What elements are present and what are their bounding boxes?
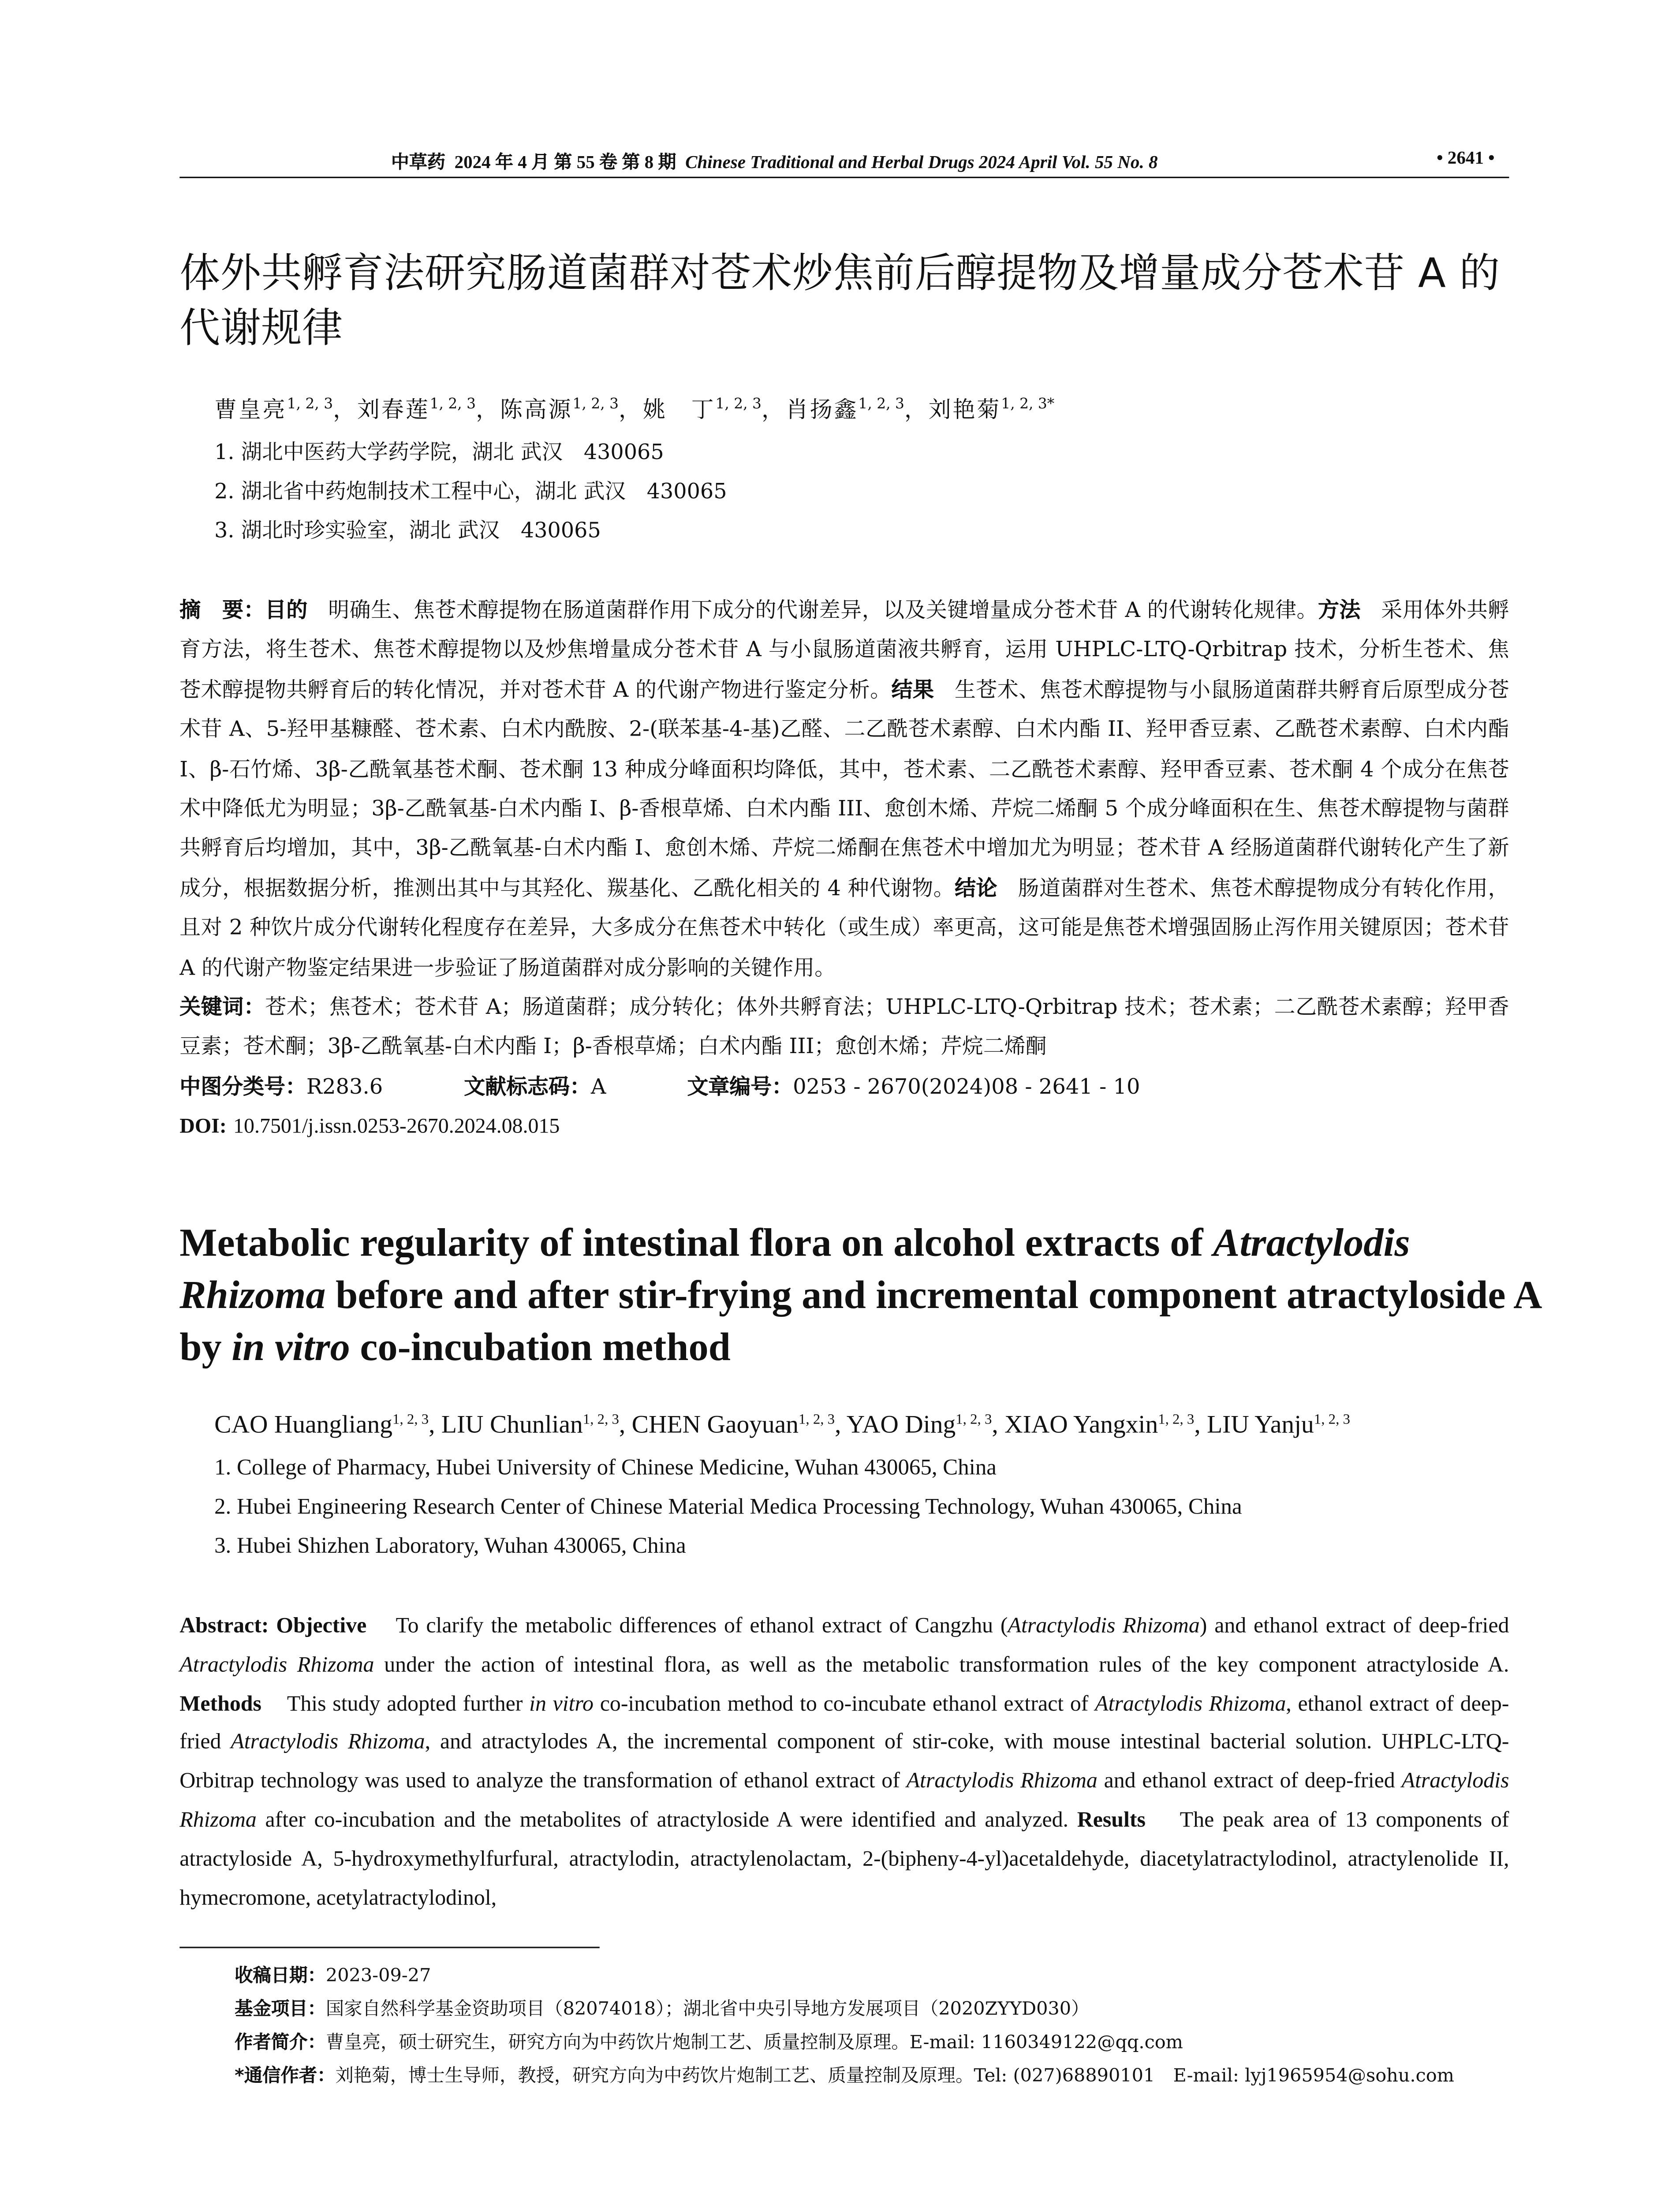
methods-en-label: Methods xyxy=(179,1691,261,1716)
author-zh: 刘艳菊$^{1, 2, 3*}$ xyxy=(928,396,1055,423)
methods-label: 方法 xyxy=(1318,598,1361,623)
doi-label: DOI: xyxy=(179,1115,227,1139)
author-en: YAO Ding$^{1, 2, 3}$, xyxy=(846,1409,1005,1439)
abstract-zh-label: 摘 要： xyxy=(179,598,265,623)
author-en: CAO Huangliang$^{1, 2, 3}$, xyxy=(214,1409,441,1439)
author-zh: 陈高源$^{1, 2, 3}$， xyxy=(500,396,643,423)
affiliation-zh: 2. 湖北省中药炮制技术工程中心，湖北 武汉 430065 xyxy=(214,481,727,505)
authors-zh xyxy=(214,392,1518,424)
keywords-label: 关键词： xyxy=(179,995,265,1020)
header-journal-line xyxy=(391,148,1158,174)
abstract-zh-body xyxy=(179,591,1509,988)
keywords-zh xyxy=(179,988,1509,1067)
authors-en xyxy=(214,1409,1518,1440)
affiliation-zh: 3. 湖北时珍实验室，湖北 武汉 430065 xyxy=(214,520,601,543)
results-text: 生苍术、焦苍术醇提物与小鼠肠道菌群共孵育后原型成分苍术苷 A、5-羟甲基糠醛、苍术素、白术内酰胺、2-(联苯基-4-基)乙醛、二乙酰苍术素醇、白术内酯 II、羟甲香豆素、乙酰苍术素醇、白术内酯 I、β-石竹烯、3β-乙酰氧基苍术酮、苍术酮 13 种成分峰面积均降低，其中，苍术素、二乙酰苍术素醇、羟甲香豆素、苍术酮 4 个成分在焦苍术中降低尤为明显；3β-乙酰氧基-白术内酯 I、β-香根草烯、白术内酯 III、愈创木烯、芹烷二烯酮 5 个成分峰面积在生、焦苍术醇提物与菌群共孵育后均增加，其中，3β-乙酰氧基-白术内酯 I、愈创木烯、芹烷二烯酮在焦苍术中增加尤为明显；苍术苷 A 经肠道菌群代谢转化产生了新成分，根据数据分析，推测出其中与其羟化、羰基化、乙酰化相关的 4 种代谢物。 xyxy=(179,677,1509,901)
doccode-label: 文献标志码： xyxy=(464,1074,591,1099)
header-rule xyxy=(179,177,1509,178)
title-zh-line-2: 代谢规律 xyxy=(179,304,343,352)
keywords-text: 苍术；焦苍术；苍术苷 A；肠道菌群；成分转化；体外共孵育法；UHPLC-LTQ-Qrbitrap 技术；苍术素；二乙酰苍术素醇；羟甲香豆素；苍术酮；3β-乙酰氧基-白术内酯 I；β-香根草烯；白术内酯 III；愈创木烯；芹烷二烯酮 xyxy=(179,995,1509,1060)
articleno-value: 0253 - 2670(2024)08 - 2641 - 10 xyxy=(793,1074,1140,1099)
doccode-value: A xyxy=(590,1074,606,1099)
author-en: LIU Yanju$^{1, 2, 3}$ xyxy=(1207,1409,1350,1439)
journal-name-cn: 中草药 xyxy=(391,152,446,172)
results-en-label: Results xyxy=(1077,1808,1146,1832)
abstract-en-label: Abstract: Objective xyxy=(179,1613,367,1638)
classification-line xyxy=(179,1067,1509,1107)
methods-text: 采用体外共孵育方法，将生苍术、焦苍术醇提物以及炒焦增量成分苍术苷 A 与小鼠肠道菌液共孵育，运用 UHPLC-LTQ-Qrbitrap 技术，分析生苍术、焦苍术醇提物共孵育后的转化情况，并对苍术苷 A 的代谢产物进行鉴定分析。 xyxy=(179,598,1509,703)
author-zh: 肖扬鑫$^{1, 2, 3}$， xyxy=(785,396,929,423)
author-zh: 姚 丁$^{1, 2, 3}$， xyxy=(642,396,786,423)
affiliation-en: 2. Hubei Engineering Research Center of Chinese Material Medica Processing Technology, Wuhan 430065, China xyxy=(214,1495,1242,1520)
footnote-received: 收稿日期：2023-09-27 xyxy=(235,1964,431,1986)
author-en: CHEN Gaoyuan$^{1, 2, 3}$, xyxy=(631,1409,847,1439)
page-number: • 2641 • xyxy=(1437,148,1495,168)
issue-cn: 2024 年 4 月 第 55 卷 第 8 期 xyxy=(454,152,676,172)
affiliation-en: 3. Hubei Shizhen Laboratory, Wuhan 430065, China xyxy=(214,1534,686,1559)
abstract-en: Abstract: Objective To clarify the metabolic differences of ethanol extract of Cangzhu (Atractylodis Rhizoma) and ethanol extract of deep-fried Atractylodis Rhizoma under the action of intestinal flora, as well as the metabolic transformation rules of the key component atractyloside A. Methods This study adopted further in vitro co-incubation method to co-incubate ethanol extract of Atractylodis Rhizoma, ethanol extract of deep-fried Atractylodis Rhizoma, and atractylodes A, the incremental component of stir-coke, with mouse intestinal bacterial solution. UHPLC-LTQ-Orbitrap technology was used to analyze the transformation of ethanol extract of Atractylodis Rhizoma and ethanol extract of deep-fried Atractylodis Rhizoma after co-incubation and the metabolites of atractyloside A were identified and analyzed. Results The peak area of 13 components of atractyloside A, 5-hydroxymethylfurfural, atractylodin, atractylenolactam, 2-(bipheny-4-yl)acetaldehyde, diacetylatractylodinol, atractylenolide II, hymecromone, acetylatractylodinol, xyxy=(179,1613,1509,1910)
doi-line xyxy=(179,1107,1509,1148)
author-en: XIAO Yangxin$^{1, 2, 3}$, xyxy=(1004,1409,1207,1439)
author-zh: 刘春莲$^{1, 2, 3}$， xyxy=(357,396,500,423)
affiliation-zh: 1. 湖北中医药大学药学院，湖北 武汉 430065 xyxy=(214,441,664,465)
title-zh xyxy=(179,246,1512,356)
author-zh: 曹皇亮$^{1, 2, 3}$， xyxy=(214,396,358,423)
clc-value: R283.6 xyxy=(306,1074,383,1099)
results-label: 结果 xyxy=(891,677,934,703)
doi-value[interactable]: 10.7501/j.issn.0253-2670.2024.08.015 xyxy=(233,1115,560,1139)
footnote-fund: 基金项目：国家自然科学基金资助项目（82074018）；湖北省中央引导地方发展项目（2020ZYYD030） xyxy=(235,1997,1090,2019)
conclusion-text: 肠道菌群对生苍术、焦苍术醇提物成分有转化作用，且对 2 种饮片成分代谢转化程度存在差异，大多成分在焦苍术中转化（或生成）率更高，这可能是焦苍术增强固肠止泻作用关键原因；苍术苷 A 的代谢产物鉴定结果进一步验证了肠道菌群对成分影响的关键作用。 xyxy=(179,876,1509,980)
footnote-corresponding: *通信作者：刘艳菊，博士生导师，教授，研究方向为中药饮片炮制工艺、质量控制及原理。Tel: (027)68890101 E-mail: lyj1965954@sohu.com xyxy=(235,2064,1454,2086)
conclusion-label: 结论 xyxy=(955,876,998,901)
footnote-author-bio: 作者简介：曹皇亮，硕士研究生，研究方向为中药饮片炮制工艺、质量控制及原理。E-mail: 1160349122@qq.com xyxy=(235,2030,1183,2053)
clc-label: 中图分类号： xyxy=(179,1074,306,1099)
objective-text: 明确生、焦苍术醇提物在肠道菌群作用下成分的代谢差异，以及关键增量成分苍术苷 A 的代谢转化规律。 xyxy=(328,598,1318,623)
abstract-zh xyxy=(179,591,1509,1148)
title-zh-line-1: 体外共孵育法研究肠道菌群对苍术炒焦前后醇提物及增量成分苍术苷 A 的 xyxy=(179,249,1500,297)
author-en: LIU Chunlian$^{1, 2, 3}$, xyxy=(441,1409,632,1439)
title-en: Metabolic regularity of intestinal flora on alcohol extracts of Atractylodis Rhizoma before and after stir-frying and incremental component atractyloside A by in vitro co-incubation method xyxy=(179,1219,1540,1369)
articleno-label: 文章编号： xyxy=(687,1074,793,1099)
affiliation-en: 1. College of Pharmacy, Hubei University of Chinese Medicine, Wuhan 430065, China xyxy=(214,1455,997,1480)
running-header xyxy=(179,148,1509,177)
journal-name-en: Chinese Traditional and Herbal Drugs 2024 April Vol. 55 No. 8 xyxy=(685,152,1158,172)
objective-label: 目的 xyxy=(265,598,308,623)
footnote-rule xyxy=(179,1947,600,1948)
